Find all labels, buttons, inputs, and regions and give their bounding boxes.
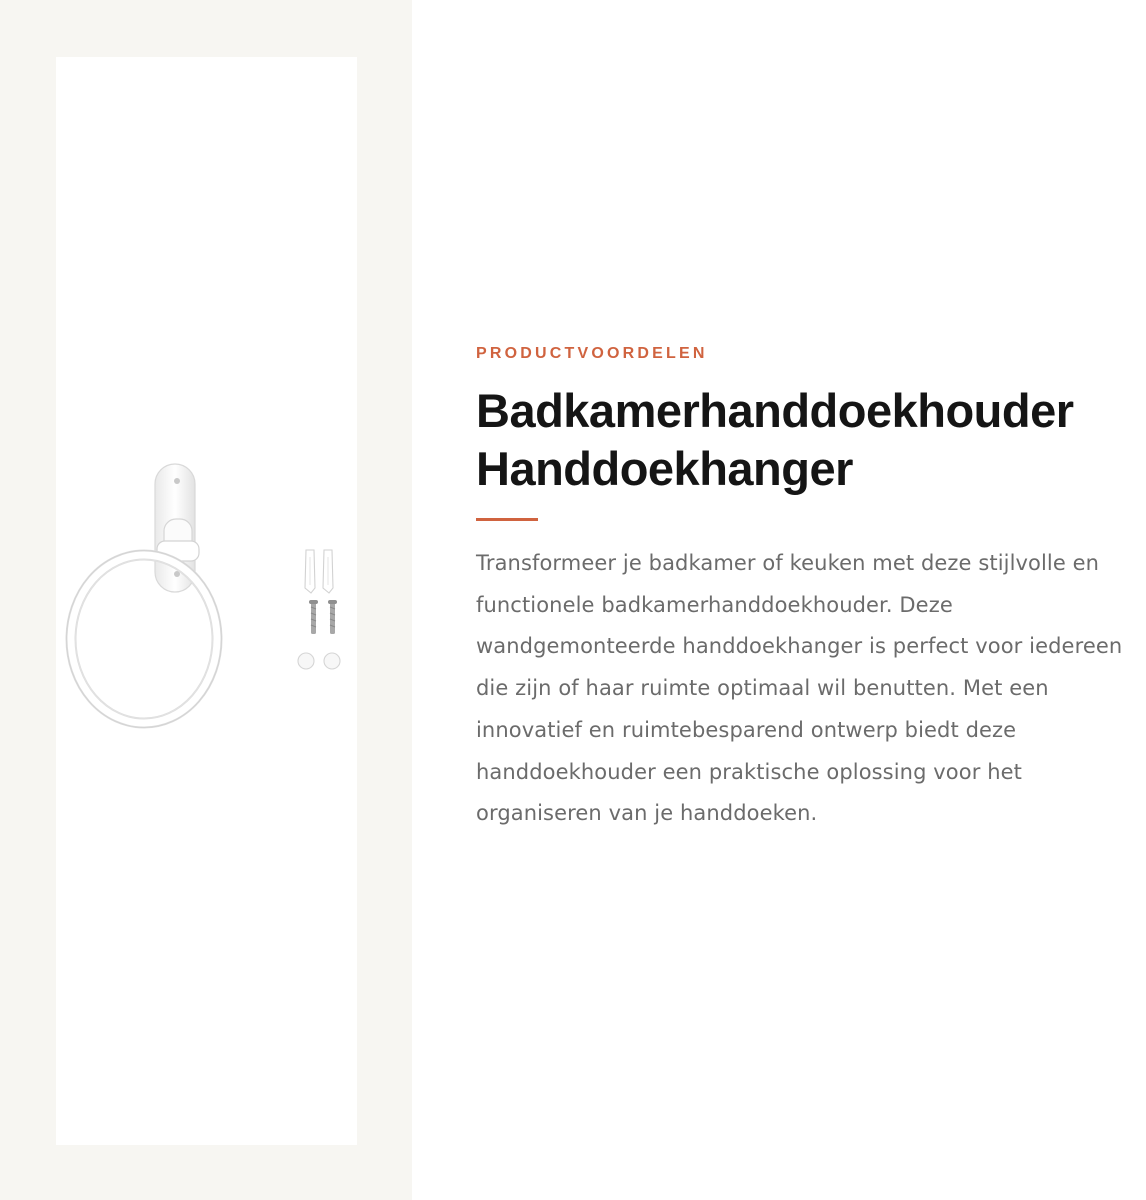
screw-caps <box>298 653 340 669</box>
wall-plugs <box>305 550 333 593</box>
product-description: Transformeer je badkamer of keuken met deze stijlvolle en functionele badkamerhanddoekhouder. Deze wandgemonteerde handdoekhanger is perfect voor iedereen die zijn of haar ruimte optimaal wil benutten. Met een innovatief en ruimtebesparend ontwerp biedt deze handdoekhouder een praktische oplossing voor het organiseren van je handdoeken. <box>476 551 1123 826</box>
section-eyebrow: PRODUCTVOORDELEN <box>476 345 708 362</box>
product-image-card <box>56 57 357 1145</box>
image-panel <box>0 0 412 1200</box>
accent-divider <box>476 518 538 521</box>
product-benefits-section <box>476 340 1144 835</box>
product-title-line-1: Badkamerhanddoekhouder <box>476 384 1074 437</box>
towel-ring <box>67 551 222 728</box>
screws <box>309 600 337 634</box>
product-image <box>56 57 357 1145</box>
product-title <box>476 382 1144 498</box>
product-title-line-2: Handdoekhanger <box>476 442 853 495</box>
